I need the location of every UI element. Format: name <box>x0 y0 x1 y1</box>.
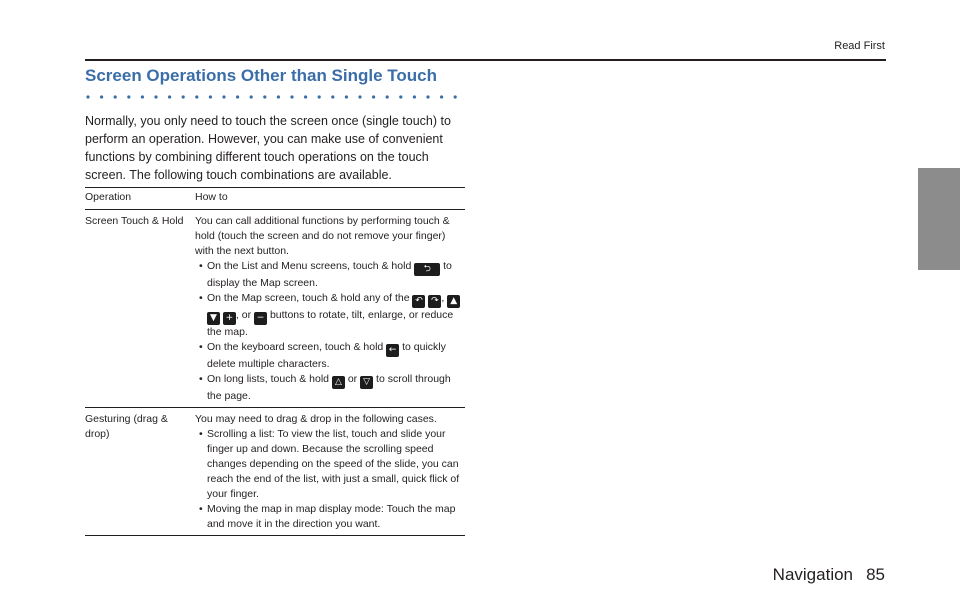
divider-dot <box>345 95 348 98</box>
list-item: • On long lists, touch & hold △ or ▽ to scroll through the page. <box>195 372 465 404</box>
divider-dot <box>182 95 185 98</box>
back-arrow-icon: ⮌ <box>414 263 440 276</box>
list-item: • On the keyboard screen, touch & hold ← to quickly delete multiple characters. <box>195 340 465 372</box>
table-header-row <box>85 188 465 210</box>
howto-intro: You can call additional functions by performing touch & hold (touch the screen and do not remove your finger) with the next button. <box>195 215 450 257</box>
intro-paragraph: Normally, you only need to touch the screen once (single touch) to perform an operation. However, you can make use of convenient functions by combining different touch operations on the touch screen. The following touch combinations are available. <box>85 114 451 182</box>
divider-dot <box>440 95 443 98</box>
list-item: • On the Map screen, touch & hold any of the ↶ ↷ , ▲ ▼ + , or − buttons to rotate, tilt, enlarge, or reduce the map. <box>195 291 465 340</box>
table-row <box>85 210 465 408</box>
scroll-down-icon: ▽ <box>360 376 373 389</box>
divider-dot <box>154 95 157 98</box>
howto-intro: You may need to drag & drop in the following cases. <box>195 413 437 425</box>
divider-dot <box>331 95 334 98</box>
tilt-up-icon: ▲ <box>447 295 460 308</box>
divider-dot <box>127 95 130 98</box>
side-tab <box>918 168 960 270</box>
divider-dot <box>209 95 212 98</box>
divider-dot <box>318 95 321 98</box>
rotate-left-icon: ↶ <box>412 295 425 308</box>
divider-dot <box>250 95 253 98</box>
table-row <box>85 408 465 536</box>
rotate-right-icon: ↷ <box>428 295 441 308</box>
tilt-down-icon: ▼ <box>207 312 220 325</box>
zoom-in-icon: + <box>223 312 236 325</box>
list-item: • Scrolling a list: To view the list, touch and slide your finger up and down. Because the scrolling speed changes depending on the speed of the slide, you can reach the end of the list, with just a small, quick flick of your finger. <box>195 427 465 502</box>
list-item: • On the List and Menu screens, touch & hold ⮌ to display the Map screen. <box>195 259 465 291</box>
dotted-divider <box>86 93 466 101</box>
operation-name: Screen Touch & Hold <box>85 210 195 408</box>
footer-section-title: Navigation <box>772 565 853 584</box>
operations-table <box>85 187 465 536</box>
scroll-up-icon: △ <box>332 376 345 389</box>
divider-dot <box>100 95 103 98</box>
backspace-icon: ← <box>386 344 399 357</box>
header-rule <box>85 59 886 61</box>
divider-dot <box>141 95 144 98</box>
divider-dot <box>277 95 280 98</box>
column-header-operation: Operation <box>85 188 195 210</box>
divider-dot <box>386 95 389 98</box>
divider-dot <box>454 95 457 98</box>
divider-dot <box>304 95 307 98</box>
divider-dot <box>222 95 225 98</box>
divider-dot <box>236 95 239 98</box>
operation-name: Gesturing (drag & drop) <box>85 408 195 536</box>
page-number: 85 <box>866 565 885 584</box>
list-item: • Moving the map in map display mode: Touch the map and move it in the direction you want. <box>195 502 465 532</box>
howto-list <box>195 259 465 404</box>
howto-cell <box>195 408 465 536</box>
divider-dot <box>195 95 198 98</box>
howto-list <box>195 427 465 532</box>
divider-dot <box>290 95 293 98</box>
divider-dot <box>114 95 117 98</box>
column-header-howto: How to <box>195 188 465 210</box>
divider-dot <box>399 95 402 98</box>
divider-dot <box>263 95 266 98</box>
divider-dot <box>358 95 361 98</box>
section-header: Read First <box>834 40 885 52</box>
divider-dot <box>168 95 171 98</box>
divider-dot <box>372 95 375 98</box>
howto-cell <box>195 210 465 408</box>
divider-dot <box>86 95 89 98</box>
divider-dot <box>413 95 416 98</box>
divider-dot <box>426 95 429 98</box>
zoom-out-icon: − <box>254 312 267 325</box>
page-title: Screen Operations Other than Single Touch <box>85 66 438 85</box>
